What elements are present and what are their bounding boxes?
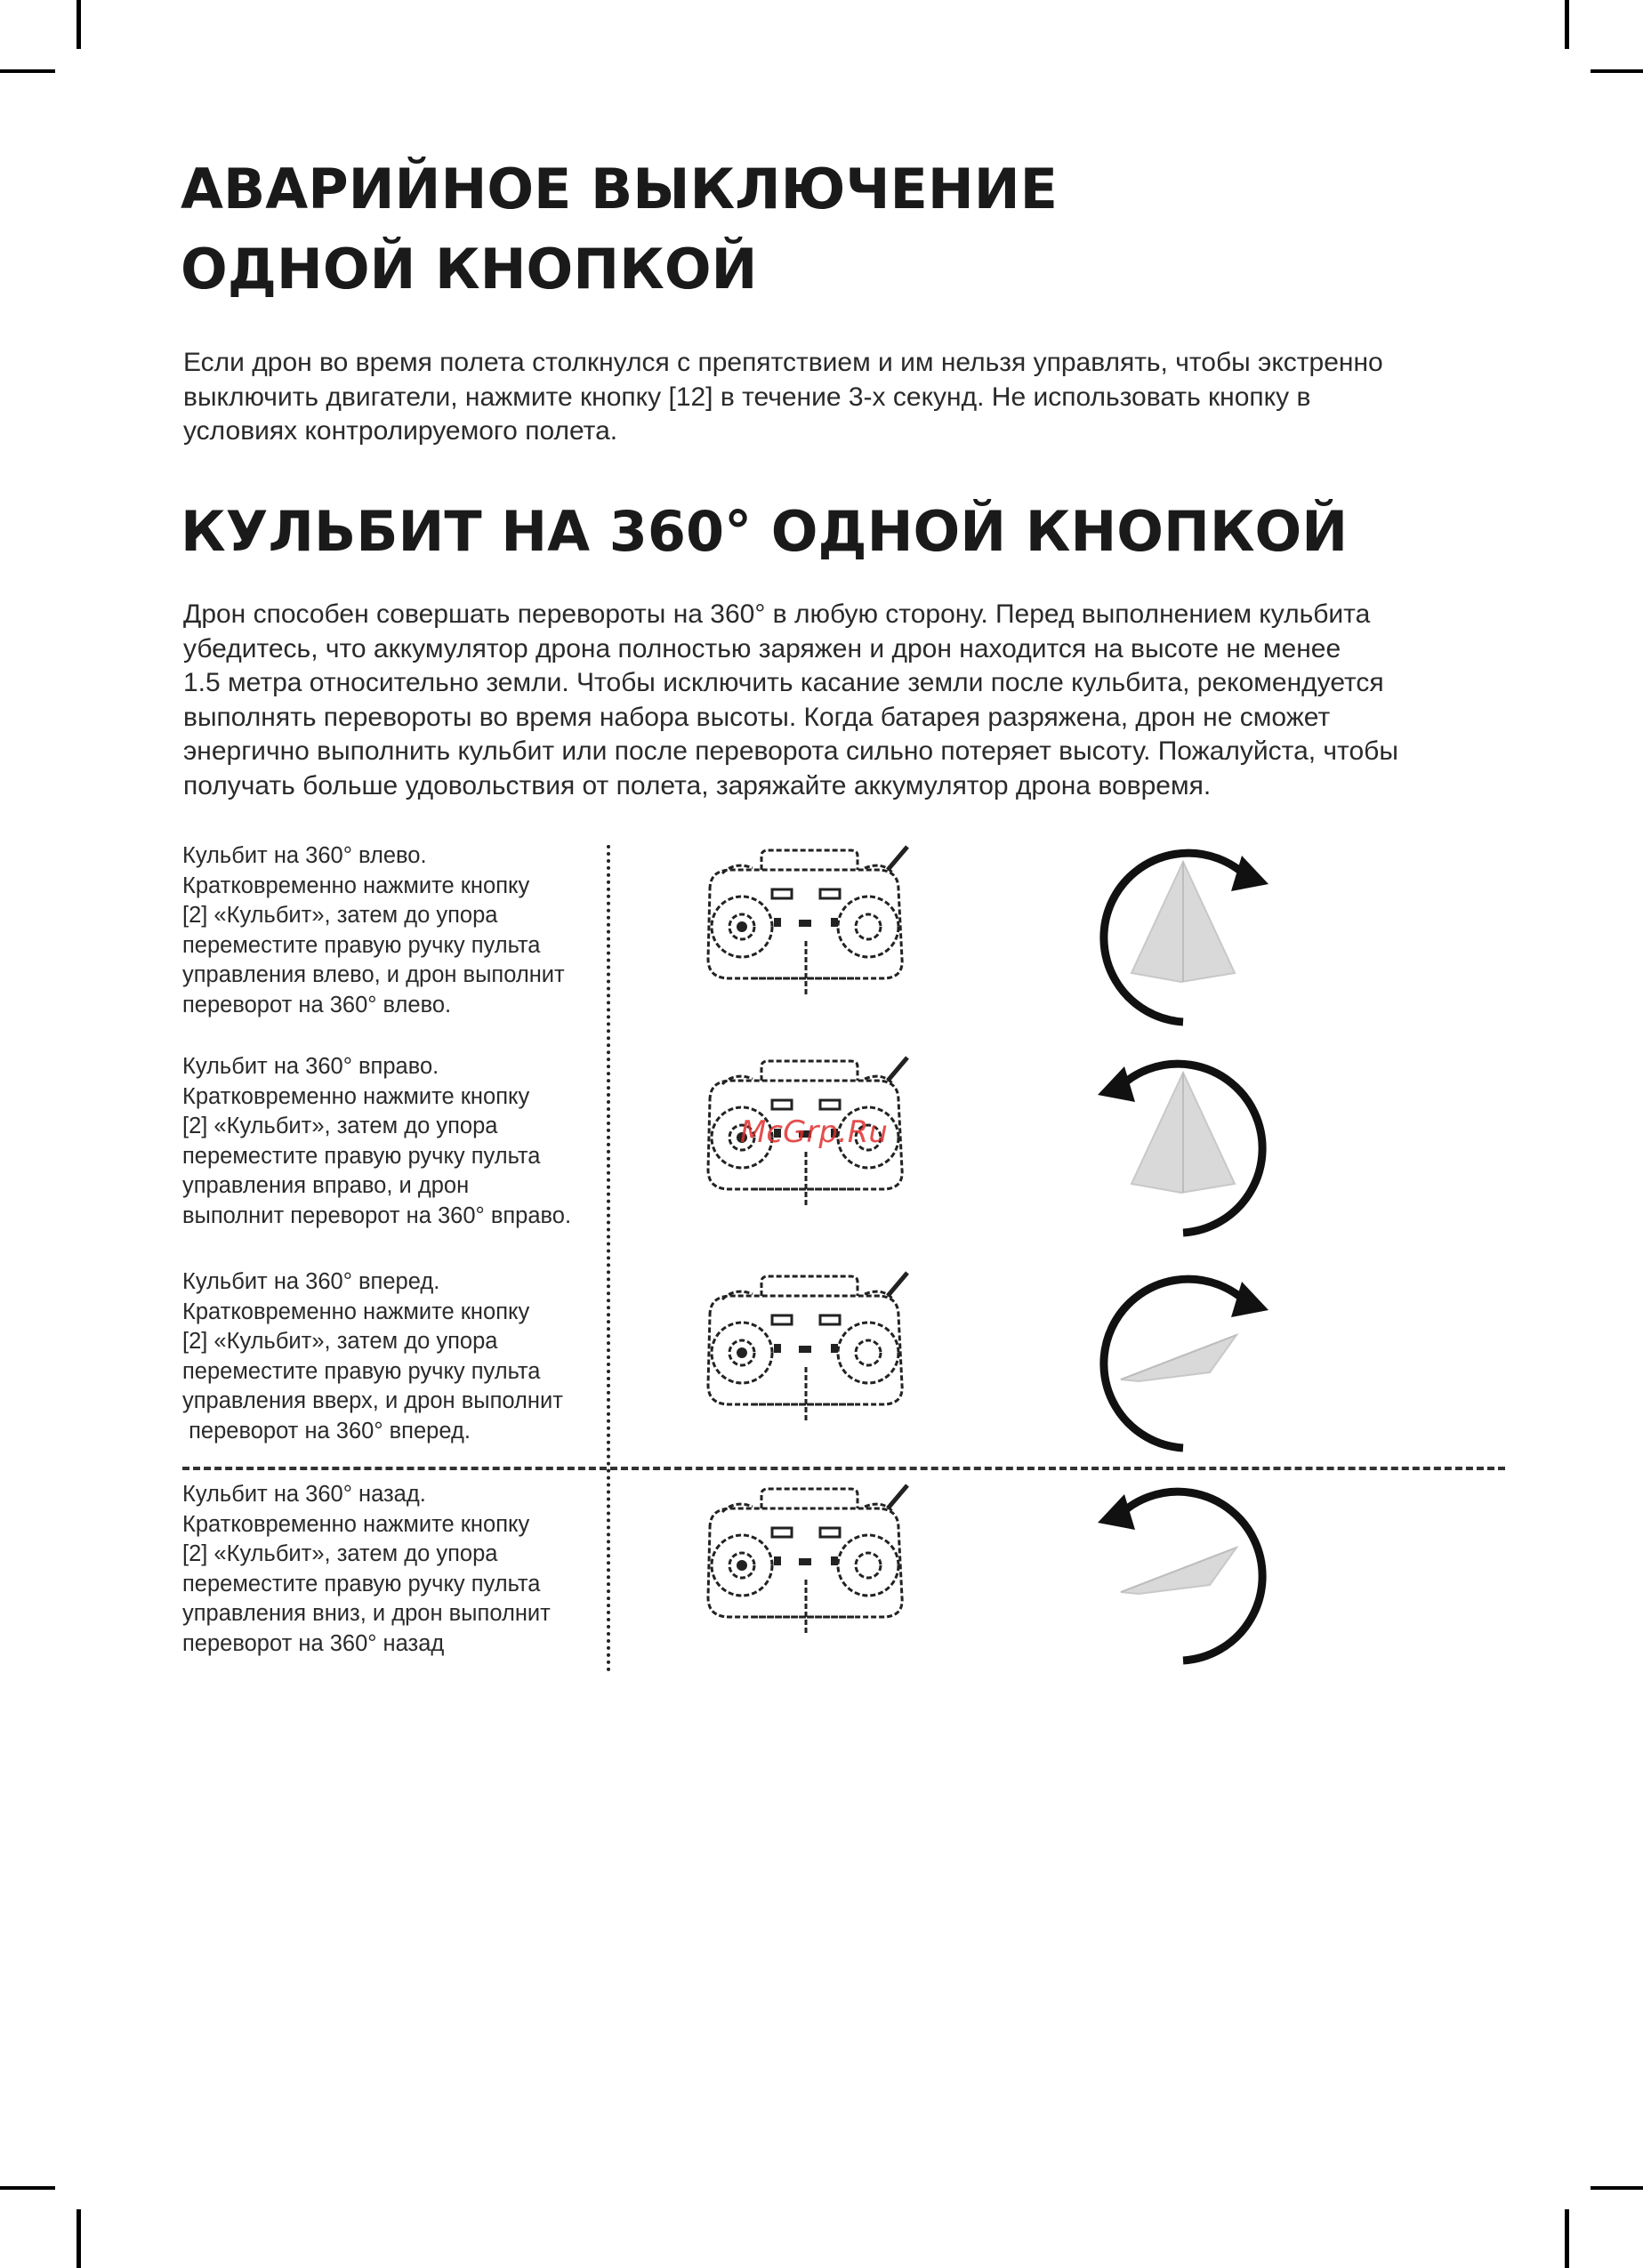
flip-line: [2] «Кульбит», затем до упора <box>182 1541 498 1566</box>
paragraph-line: 1.5 метра относительно земли. Чтобы исключить касание земли после кульбита, рекомендуется <box>183 668 1384 697</box>
paragraph-flip <box>183 598 1518 803</box>
flip-line: управления влево, и дрон выполнит <box>182 962 565 987</box>
paragraph-line: Дрон способен совершать перевороты на 360° в любую сторону. Перед выполнением кульбита <box>183 599 1371 629</box>
flip-line: Кульбит на 360° вправо. <box>182 1054 439 1079</box>
remote-control-icon <box>699 1482 913 1637</box>
flip-line: Кульбит на 360° влево. <box>182 843 427 868</box>
flip-line: переместите правую ручку пульта <box>182 1358 541 1384</box>
rotate-right-icon <box>1085 1050 1281 1246</box>
rotate-left-icon <box>1085 840 1281 1035</box>
flip-instructions <box>182 1052 609 1231</box>
flip-line: [2] «Кульбит», затем до упора <box>182 1329 498 1354</box>
flip-line: переворот на 360° вперед. <box>182 1418 471 1444</box>
flip-line: Кратковременно нажмите кнопку <box>182 873 530 898</box>
paragraph-emergency-stop <box>183 346 1518 449</box>
paragraph-line: условиях контролируемого полета. <box>183 416 618 446</box>
crop-mark <box>1591 69 1643 73</box>
horizontal-divider <box>182 1467 1505 1470</box>
flip-line: переместите правую ручку пульта <box>182 1143 541 1169</box>
crop-mark <box>1591 2186 1643 2190</box>
flip-line: выполнит переворот на 360° вправо. <box>182 1202 572 1228</box>
heading-flip: КУЛЬБИТ НА 360° ОДНОЙ КНОПКОЙ <box>181 499 1349 564</box>
heading-emergency-stop <box>181 149 1058 310</box>
flip-line: переворот на 360° назад <box>182 1630 445 1656</box>
crop-mark <box>77 0 81 49</box>
flip-line: Кульбит на 360° вперед. <box>182 1269 440 1294</box>
heading-line: АВАРИЙНОЕ ВЫКЛЮЧЕНИЕ <box>181 157 1059 221</box>
paragraph-line: Если дрон во время полета столкнулся с препятствием и им нельзя управлять, чтобы экстренно <box>183 348 1383 377</box>
flip-line: Кратковременно нажмите кнопку <box>182 1083 530 1109</box>
flip-line: переворот на 360° влево. <box>182 992 452 1017</box>
crop-mark <box>1565 0 1569 49</box>
paragraph-line: выполнять перевороты во время набора высоты. Когда батарея разряжена, дрон не сможет <box>183 702 1331 732</box>
flip-instructions <box>182 1480 609 1659</box>
crop-mark <box>1565 2209 1569 2268</box>
paragraph-line: получать больше удовольствия от полета, заряжайте аккумулятор дрона вовремя. <box>183 770 1212 800</box>
heading-line: ОДНОЙ КНОПКОЙ <box>181 237 758 302</box>
flip-instructions <box>182 1267 609 1446</box>
flip-line: Кратковременно нажмите кнопку <box>182 1511 530 1537</box>
flip-line: Кульбит на 360° назад. <box>182 1482 426 1507</box>
flip-line: переместите правую ручку пульта <box>182 932 541 958</box>
flip-line: управления вверх, и дрон выполнит <box>182 1388 563 1413</box>
flip-line: [2] «Кульбит», затем до упора <box>182 1114 498 1138</box>
watermark: McGrp.Ru <box>740 1114 888 1150</box>
paragraph-line: убедитесь, что аккумулятор дрона полностью заряжен и дрон находится на высоте не менее <box>183 633 1341 664</box>
flip-line: Кратковременно нажмите кнопку <box>182 1299 530 1324</box>
flip-instructions <box>182 841 609 1020</box>
flip-line: переместите правую ручку пульта <box>182 1571 541 1596</box>
remote-control-icon <box>699 1269 913 1425</box>
flip-line: управления вниз, и дрон выполнит <box>182 1601 551 1626</box>
remote-control-icon <box>699 843 913 999</box>
crop-mark <box>0 2186 55 2190</box>
paragraph-line: энергично выполнить кульбит или после переворота сильно потеряет высоту. Пожалуйста, чтобы <box>183 736 1398 766</box>
flip-line: управления вправо, и дрон <box>182 1173 470 1198</box>
crop-mark <box>0 69 55 73</box>
paragraph-line: выключить двигатели, нажмите кнопку [12] в течение 3-х секунд. Не использовать кнопку в <box>183 382 1311 412</box>
crop-mark <box>77 2209 81 2268</box>
rotate-forward-icon <box>1085 1266 1281 1461</box>
rotate-backward-icon <box>1085 1478 1281 1674</box>
flip-line: [2] «Кульбит», затем до упора <box>182 903 498 928</box>
